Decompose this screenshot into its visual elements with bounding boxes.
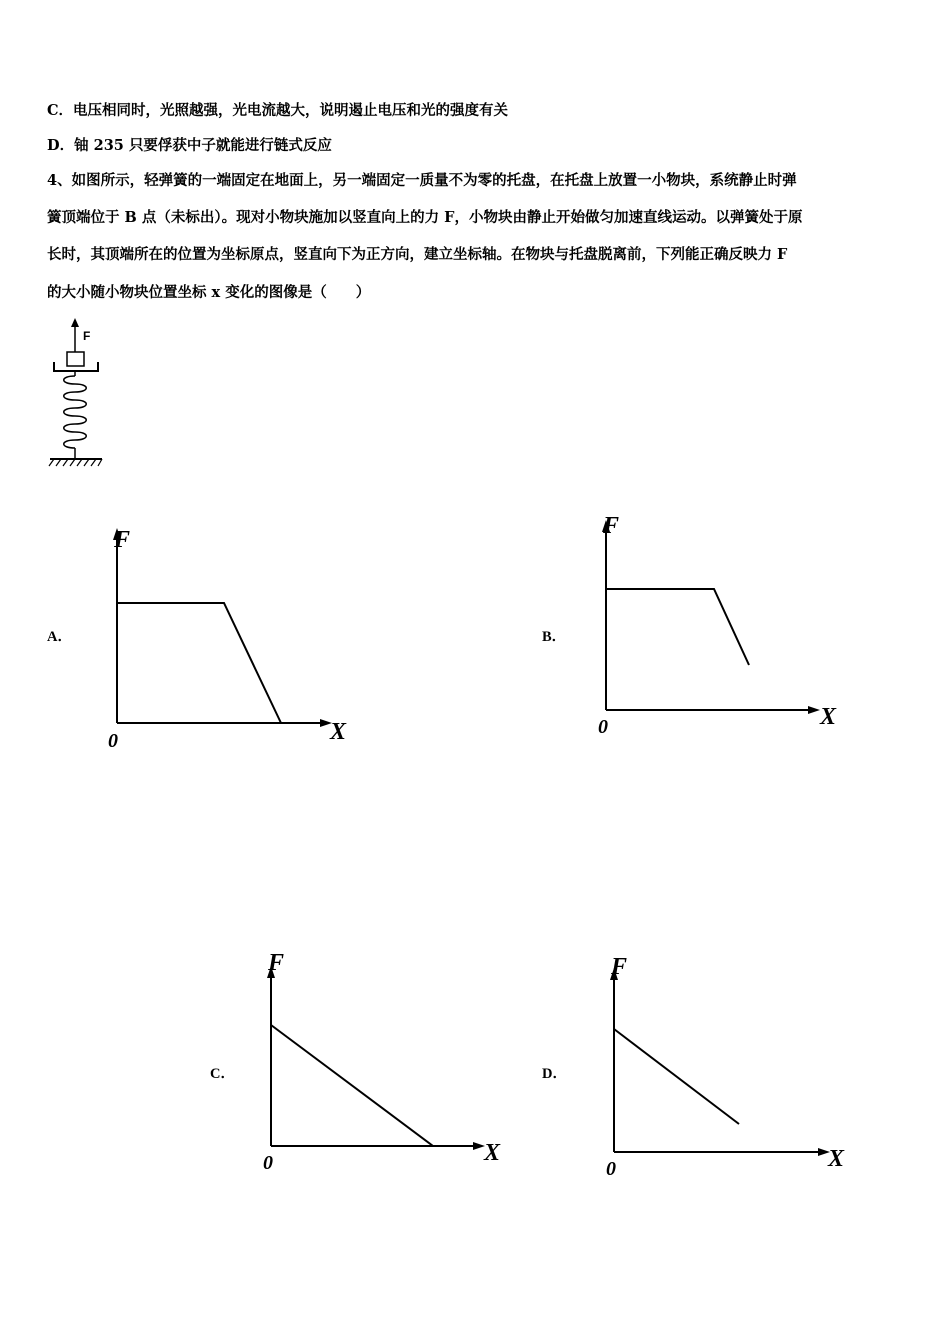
option-c-label[interactable]: C． <box>210 1066 235 1082</box>
option-d-y-axis: F <box>611 954 628 980</box>
option-d-graph <box>598 950 858 1185</box>
option-c-graph <box>255 944 515 1179</box>
option-a-graph <box>100 520 360 755</box>
question-4-line-3: 长时，其顶端所在的位置为坐标原点，竖直向下为正方向，建立坐标轴。在物块与托盘脱离前，下列能正确反映力 F <box>47 246 788 263</box>
option-c-x-axis: X <box>484 1140 501 1166</box>
option-c-previous: C．电压相同时，光照越强，光电流越大，说明遏止电压和光的强度有关 <box>47 102 509 119</box>
option-a-y-axis: F <box>114 527 131 553</box>
question-4-line-2: 簧顶端位于 B 点（未标出）。现对小物块施加以竖直向上的力 F，小物块由静止开始做匀加速直线运动。以弹簧处于原 <box>47 209 803 226</box>
force-label: F <box>83 329 91 343</box>
option-d-x-axis: X <box>828 1146 845 1172</box>
option-d-previous: D．铀 235 只要俘获中子就能进行链式反应 <box>47 137 332 154</box>
option-b-x-axis: X <box>820 704 837 730</box>
question-4-line-4: 的大小随小物块位置坐标 x 变化的图像是（ ） <box>47 284 371 301</box>
option-b-origin: 0 <box>598 716 608 738</box>
option-d-label[interactable]: D． <box>542 1066 567 1082</box>
option-d-origin: 0 <box>606 1158 616 1180</box>
option-a-x-axis: X <box>330 719 347 745</box>
option-a-origin: 0 <box>108 730 118 752</box>
spring-tray-figure <box>44 318 114 474</box>
option-a-label[interactable]: A． <box>47 629 72 645</box>
option-b-label[interactable]: B． <box>542 629 567 645</box>
option-b-y-axis: F <box>603 513 620 539</box>
option-c-origin: 0 <box>263 1152 273 1174</box>
option-b-graph <box>590 508 850 743</box>
option-c-y-axis: F <box>268 950 285 976</box>
question-4-line-1: 4、如图所示，轻弹簧的一端固定在地面上，另一端固定一质量不为零的托盘，在托盘上放置一小物块，系统静止时弹 <box>47 172 797 189</box>
